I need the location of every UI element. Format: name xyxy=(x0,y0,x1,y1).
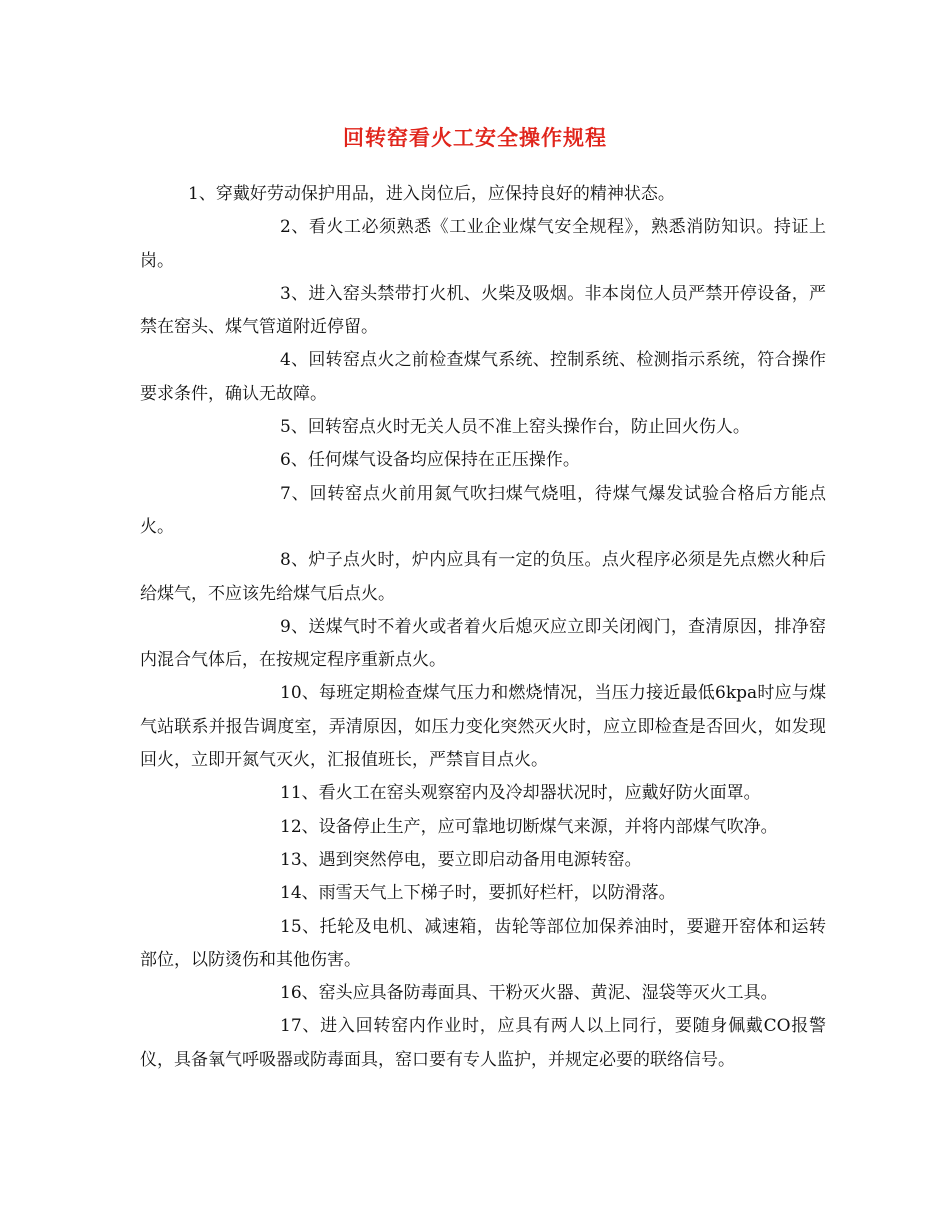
list-item: 17、进入回转窑内作业时，应具有两人以上同行，要随身佩戴CO报警仪，具备氧气呼吸器或防毒面具，窑口要有专人监护，并规定必要的联络信号。 xyxy=(140,1016,826,1070)
list-item: 1、穿戴好劳动保护用品，进入岗位后，应保持良好的精神状态。 xyxy=(188,184,675,204)
list-item: 4、回转窑点火之前检查煤气系统、控制系统、检测指示系统，符合操作要求条件，确认无故障。 xyxy=(140,350,826,404)
list-item: 2、看火工必须熟悉《工业企业煤气安全规程》，熟悉消防知识。持证上岗。 xyxy=(140,217,826,271)
list-item: 5、回转窑点火时无关人员不准上窑头操作台，防止回火伤人。 xyxy=(280,417,750,438)
list-item: 14、雨雪天气上下梯子时，要抓好栏杆，以防滑落。 xyxy=(280,883,676,904)
list-item: 3、进入窑头禁带打火机、火柴及吸烟。非本岗位人员严禁开停设备，严禁在窑头、煤气管道附近停留。 xyxy=(140,283,826,338)
page-title: 回转窑看火工安全操作规程 xyxy=(343,125,607,150)
list-item: 15、托轮及电机、减速箱，齿轮等部位加保养油时，要避开窑体和运转部位，以防烫伤和其他伤害。 xyxy=(140,916,826,970)
list-item: 13、遇到突然停电，要立即启动备用电源转窑。 xyxy=(280,849,642,870)
list-item: 12、设备停止生产，应可靠地切断煤气来源，并将内部煤气吹净。 xyxy=(280,816,778,837)
list-item: 6、任何煤气设备均应保持在正压操作。 xyxy=(280,450,580,471)
document-body xyxy=(140,178,826,1077)
list-item: 11、看火工在窑头观察窑内及冷却器状况时，应戴好防火面罩。 xyxy=(280,783,761,804)
list-item: 8、炉子点火时，炉内应具有一定的负压。点火程序必须是先点燃火种后给煤气，不应该先给煤气后点火。 xyxy=(140,550,826,604)
list-item: 16、窑头应具备防毒面具、干粉灭火器、黄泥、湿袋等灭火工具。 xyxy=(280,983,778,1004)
list-item: 10、每班定期检查煤气压力和燃烧情况，当压力接近最低6kpa时应与煤气站联系并报告调度室，弄清原因，如压力变化突然灭火时，应立即检查是否回火，如发现回火，立即开氮气灭火，汇报值班长，严禁盲目点火。 xyxy=(140,683,826,771)
list-item: 9、送煤气时不着火或者着火后熄灭应立即关闭阀门，查清原因，排净窑内混合气体后，在按规定程序重新点火。 xyxy=(140,616,826,671)
list-item: 7、回转窑点火前用氮气吹扫煤气烧咀，待煤气爆发试验合格后方能点火。 xyxy=(140,483,826,537)
